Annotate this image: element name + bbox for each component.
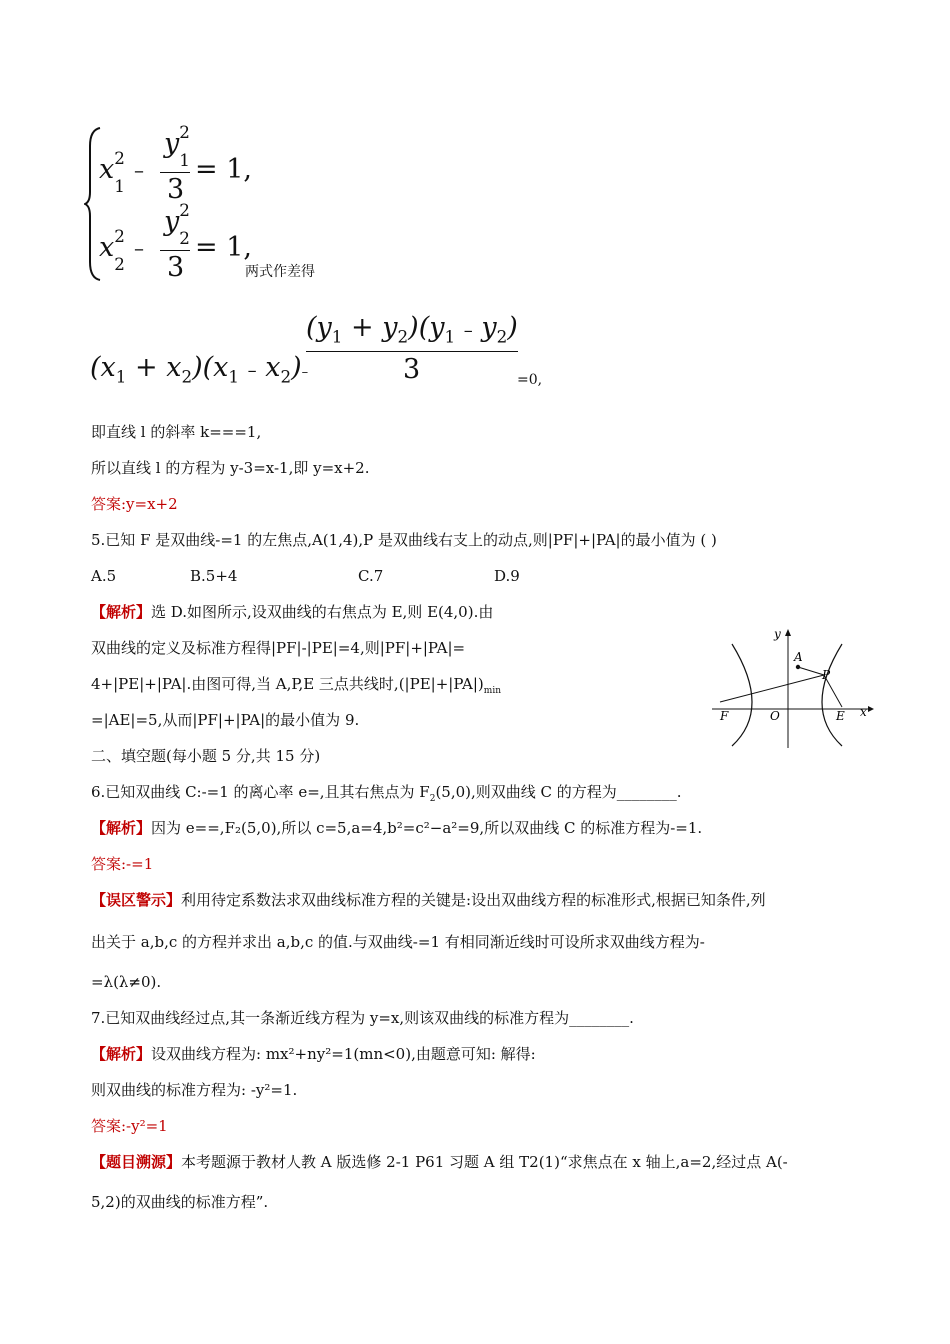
q5-solution-4: =|AE|=5,从而|PF|+|PA|的最小值为 9. bbox=[91, 711, 360, 729]
label-x: x bbox=[860, 705, 867, 719]
q7-solution-tag: 【解析】 bbox=[91, 1045, 152, 1063]
line-equation: 所以直线 l 的方程为 y-3=x-1,即 y=x+2. bbox=[91, 459, 370, 477]
q5-solution-text-1: 选 D.如图所示,设双曲线的右焦点为 E,则 E(4,0).由 bbox=[151, 603, 494, 621]
q5-solution-3 bbox=[91, 674, 501, 701]
q7-solution bbox=[91, 1044, 536, 1064]
source-tag: 【题目溯源】 bbox=[91, 1153, 182, 1171]
warning-tag: 【误区警示】 bbox=[91, 891, 182, 909]
q5-min-subscript: min bbox=[483, 686, 501, 696]
eq1-x-term: x 2 1 bbox=[99, 148, 125, 196]
q6-text-a: 6.已知双曲线 C:-=1 的离心率 e=,且其右焦点为 F bbox=[91, 783, 430, 801]
point-A bbox=[796, 665, 800, 669]
label-E: E bbox=[836, 709, 845, 723]
eq2-y-term: y 2 2 bbox=[164, 200, 190, 248]
eq1-y-term: y 2 1 bbox=[164, 122, 190, 170]
warning-2: 出关于 a,b,c 的方程并求出 a,b,c 的值.与双曲线-=1 有相同渐近线时可设所求双曲线方程为- bbox=[91, 933, 705, 951]
eq1-minus: – bbox=[134, 158, 144, 182]
warning-3: =λ(λ≠0). bbox=[91, 973, 162, 991]
label-y: y bbox=[774, 627, 781, 641]
diff-numerator: $(y_1 + y_2)(y_1 - y_2)$ bbox=[306, 312, 518, 347]
source-1 bbox=[91, 1152, 788, 1172]
question-5: 5.已知 F 是双曲线-=1 的左焦点,A(1,4),P 是双曲线右支上的动点,则|PF|+|PA|的最小值为 ( ) bbox=[91, 531, 717, 549]
warning-text-1: 利用待定系数法求双曲线标准方程的关键是:设出双曲线方程的标准形式,根据已知条件,列 bbox=[181, 891, 766, 909]
answer-7: 答案:-y²=1 bbox=[91, 1117, 168, 1135]
label-O: O bbox=[770, 709, 780, 723]
q7-solution-2: 则双曲线的标准方程为: -y²=1. bbox=[91, 1081, 298, 1099]
label-A: A bbox=[794, 650, 803, 664]
diff-fraction-bar bbox=[306, 351, 518, 352]
eq2-fraction-bar bbox=[160, 250, 190, 251]
diff-rhs: =0, bbox=[517, 372, 543, 388]
x-axis-arrow bbox=[868, 706, 874, 712]
answer-6: 答案:-=1 bbox=[91, 855, 154, 873]
q5-option-a: A.5 bbox=[91, 567, 117, 585]
q5-solution-tag: 【解析】 bbox=[91, 603, 152, 621]
q6-text-b: (5,0),则双曲线 C 的方程为________. bbox=[435, 783, 682, 801]
q7-solution-text: 设双曲线方程为: mx²+ny²=1(mn<0),由题意可知: 解得: bbox=[151, 1045, 536, 1063]
q5-option-d: D.9 bbox=[494, 567, 520, 585]
q5-solution-text-3: 4+|PE|+|PA|.由图可得,当 A,P,E 三点共线时,(|PE|+|PA|) bbox=[91, 675, 484, 693]
eq2-minus: – bbox=[134, 236, 144, 260]
q5-solution-1 bbox=[91, 602, 493, 622]
eq1-fraction-bar bbox=[160, 172, 190, 173]
eq1-rhs: = 1, bbox=[195, 154, 252, 185]
q6-solution bbox=[91, 818, 702, 838]
segment-FP bbox=[720, 675, 824, 702]
source-2: 5,2)的双曲线的标准方程”. bbox=[91, 1193, 269, 1211]
eq2-denominator: 3 bbox=[167, 252, 185, 283]
left-branch bbox=[732, 644, 752, 746]
right-branch bbox=[822, 644, 842, 746]
q5-option-b: B.5+4 bbox=[190, 567, 238, 585]
q6-solution-text: 因为 e==,F₂(5,0),所以 c=5,a=4,b²=c²−a²=9,所以双曲线 C 的标准方程为-=1. bbox=[151, 819, 703, 837]
segment-AP bbox=[798, 667, 824, 675]
section-2-heading: 二、填空题(每小题 5 分,共 15 分) bbox=[91, 747, 321, 765]
diff-denominator: 3 bbox=[403, 354, 421, 385]
y-axis-arrow bbox=[785, 629, 791, 636]
diff-lhs: $(x_1 + x_2)(x_1 - x_2)-$ bbox=[90, 352, 309, 387]
q5-option-c: C.7 bbox=[358, 567, 384, 585]
source-text-1: 本考题源于教材人教 A 版选修 2-1 P61 习题 A 组 T2(1)“求焦点在 x 轴上,a=2,经过点 A(- bbox=[181, 1153, 788, 1171]
label-F: F bbox=[720, 709, 729, 723]
warning-1 bbox=[91, 890, 766, 910]
eq2-x-term: x 2 2 bbox=[99, 226, 125, 274]
question-6 bbox=[91, 782, 682, 809]
q6-subscript: 2 bbox=[429, 794, 436, 804]
question-7: 7.已知双曲线经过点,其一条渐近线方程为 y=x,则该双曲线的标准方程为________. bbox=[91, 1009, 634, 1027]
q5-solution-2: 双曲线的定义及标准方程得|PF|-|PE|=4,则|PF|+|PA|= bbox=[91, 639, 466, 657]
slope-line: 即直线 l 的斜率 k===1, bbox=[91, 423, 262, 441]
label-P: P bbox=[822, 668, 831, 682]
hyperbola-figure bbox=[710, 624, 880, 752]
eq1-denominator: 3 bbox=[167, 174, 185, 205]
q6-solution-tag: 【解析】 bbox=[91, 819, 152, 837]
eq2-rhs: = 1, bbox=[195, 232, 252, 263]
answer-4: 答案:y=x+2 bbox=[91, 495, 178, 513]
subtract-note: 两式作差得 bbox=[245, 264, 315, 280]
